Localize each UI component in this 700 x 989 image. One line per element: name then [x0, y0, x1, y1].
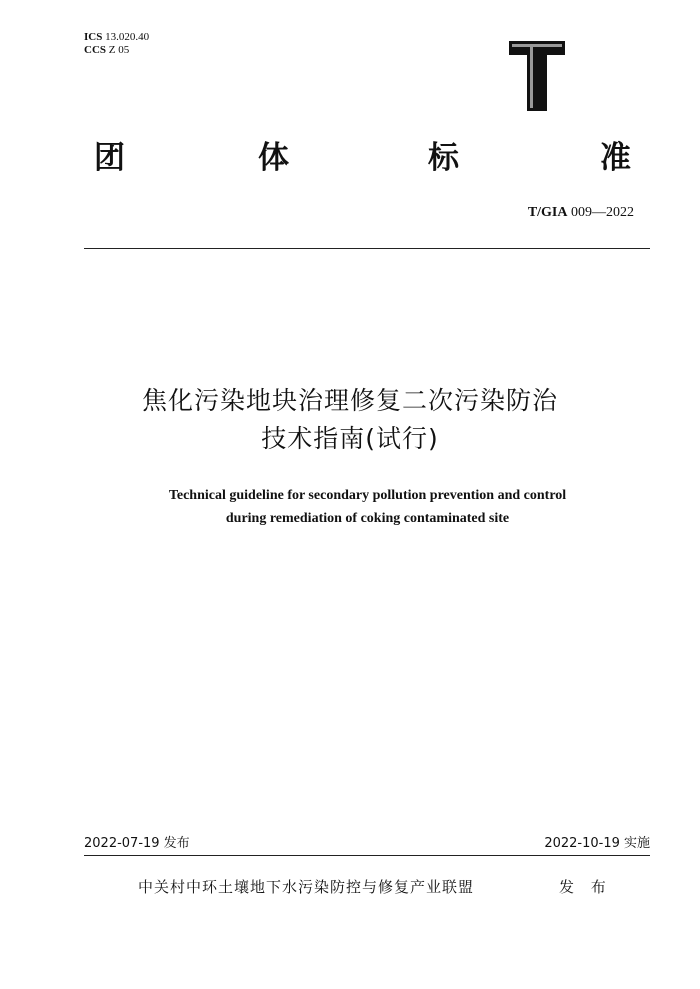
standard-category-title [84, 138, 650, 178]
ics-code [84, 31, 149, 44]
standard-type-logo [509, 41, 565, 111]
category-char-2: 体 [258, 140, 290, 176]
standard-number-value: 009—2022 [571, 205, 634, 220]
category-char-1: 团 [94, 140, 126, 176]
chinese-title-line-1: 焦化污染地块治理修复二次污染防治 [141, 386, 558, 415]
category-char-4: 准 [600, 140, 632, 176]
footer-divider [84, 855, 650, 856]
standard-number [528, 205, 634, 221]
ccs-value: Z 05 [108, 44, 130, 56]
header-divider [84, 248, 650, 249]
english-title-line-2: during remediation of coking contaminated site [225, 511, 510, 526]
publisher-action: 发 布 [559, 878, 612, 896]
standard-number-prefix: T/GIA [527, 205, 568, 220]
chinese-title-line-2: 技术指南(试行) [261, 424, 439, 453]
issue-date: 2022-07-19 发布 [84, 836, 190, 851]
classification-codes [84, 31, 149, 57]
publisher-name: 中关村中环土壤地下水污染防控与修复产业联盟 [138, 878, 475, 896]
ccs-code [84, 44, 149, 57]
t-letter-mark [509, 41, 565, 111]
ics-value: 13.020.40 [105, 31, 150, 43]
english-title-line-1: Technical guideline for secondary pollution prevention and control [168, 488, 567, 503]
implementation-date: 2022-10-19 实施 [544, 836, 650, 851]
ccs-label: CCS [84, 44, 107, 56]
category-char-3: 标 [428, 140, 460, 176]
ics-label: ICS [84, 31, 103, 43]
